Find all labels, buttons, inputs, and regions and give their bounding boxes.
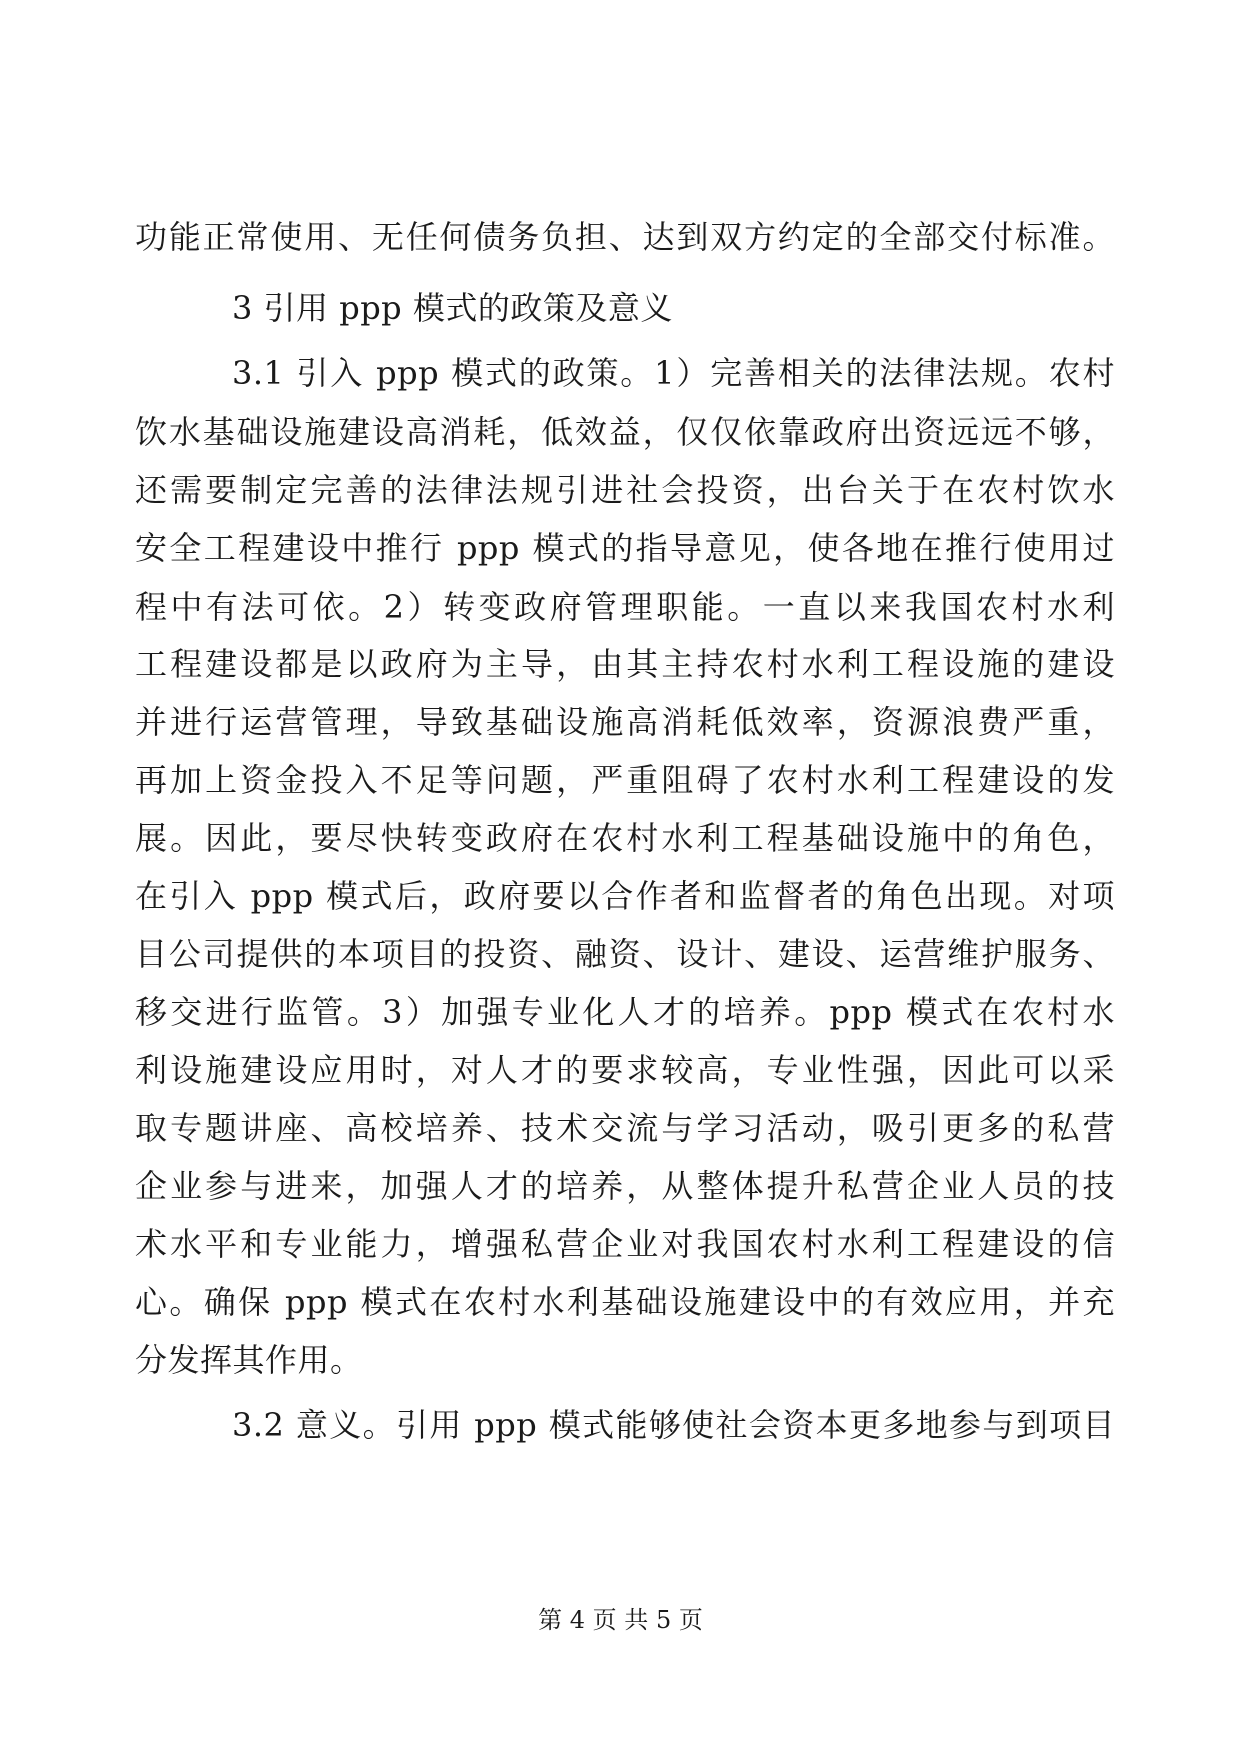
paragraph-line: 术水平和专业能力，增强私营企业对我国农村水利工程建设的信 bbox=[135, 1225, 1115, 1263]
paragraph-line: 心。确保 ppp 模式在农村水利基础设施建设中的有效应用，并充 bbox=[135, 1283, 1115, 1321]
paragraph-line: 移交进行监管。3）加强专业化人才的培养。ppp 模式在农村水 bbox=[135, 993, 1115, 1031]
section-heading: 3 引用 ppp 模式的政策及意义 bbox=[232, 289, 673, 327]
paragraph-line: 并进行运营管理，导致基础设施高消耗低效率，资源浪费严重， bbox=[135, 703, 1115, 741]
paragraph-line: 再加上资金投入不足等问题，严重阻碍了农村水利工程建设的发 bbox=[135, 761, 1115, 799]
paragraph-line: 展。因此，要尽快转变政府在农村水利工程基础设施中的角色， bbox=[135, 819, 1115, 857]
paragraph-line: 企业参与进来，加强人才的培养，从整体提升私营企业人员的技 bbox=[135, 1167, 1115, 1205]
paragraph-line: 饮水基础设施建设高消耗，低效益，仅仅依靠政府出资远远不够， bbox=[135, 413, 1115, 451]
paragraph-line: 取专题讲座、高校培养、技术交流与学习活动，吸引更多的私营 bbox=[135, 1109, 1115, 1147]
page-footer: 第 4 页 共 5 页 bbox=[538, 1606, 703, 1634]
paragraph-line: 利设施建设应用时，对人才的要求较高，专业性强，因此可以采 bbox=[135, 1051, 1115, 1089]
paragraph-line: 3.1 引入 ppp 模式的政策。1）完善相关的法律法规。农村 bbox=[232, 354, 1115, 392]
paragraph-line: 功能正常使用、无任何债务负担、达到双方约定的全部交付标准。 bbox=[135, 218, 1115, 256]
paragraph-line: 分发挥其作用。 bbox=[135, 1341, 363, 1379]
paragraph-line: 在引入 ppp 模式后，政府要以合作者和监督者的角色出现。对项 bbox=[135, 877, 1115, 915]
paragraph-line: 3.2 意义。引用 ppp 模式能够使社会资本更多地参与到项目 bbox=[232, 1406, 1115, 1444]
paragraph-line: 安全工程建设中推行 ppp 模式的指导意见，使各地在推行使用过 bbox=[135, 529, 1115, 567]
paragraph-line: 工程建设都是以政府为主导，由其主持农村水利工程设施的建设 bbox=[135, 645, 1115, 683]
paragraph-line: 目公司提供的本项目的投资、融资、设计、建设、运营维护服务、 bbox=[135, 935, 1115, 973]
paragraph-line: 程中有法可依。2）转变政府管理职能。一直以来我国农村水利 bbox=[135, 588, 1115, 626]
paragraph-line: 还需要制定完善的法律法规引进社会投资，出台关于在农村饮水 bbox=[135, 471, 1115, 509]
